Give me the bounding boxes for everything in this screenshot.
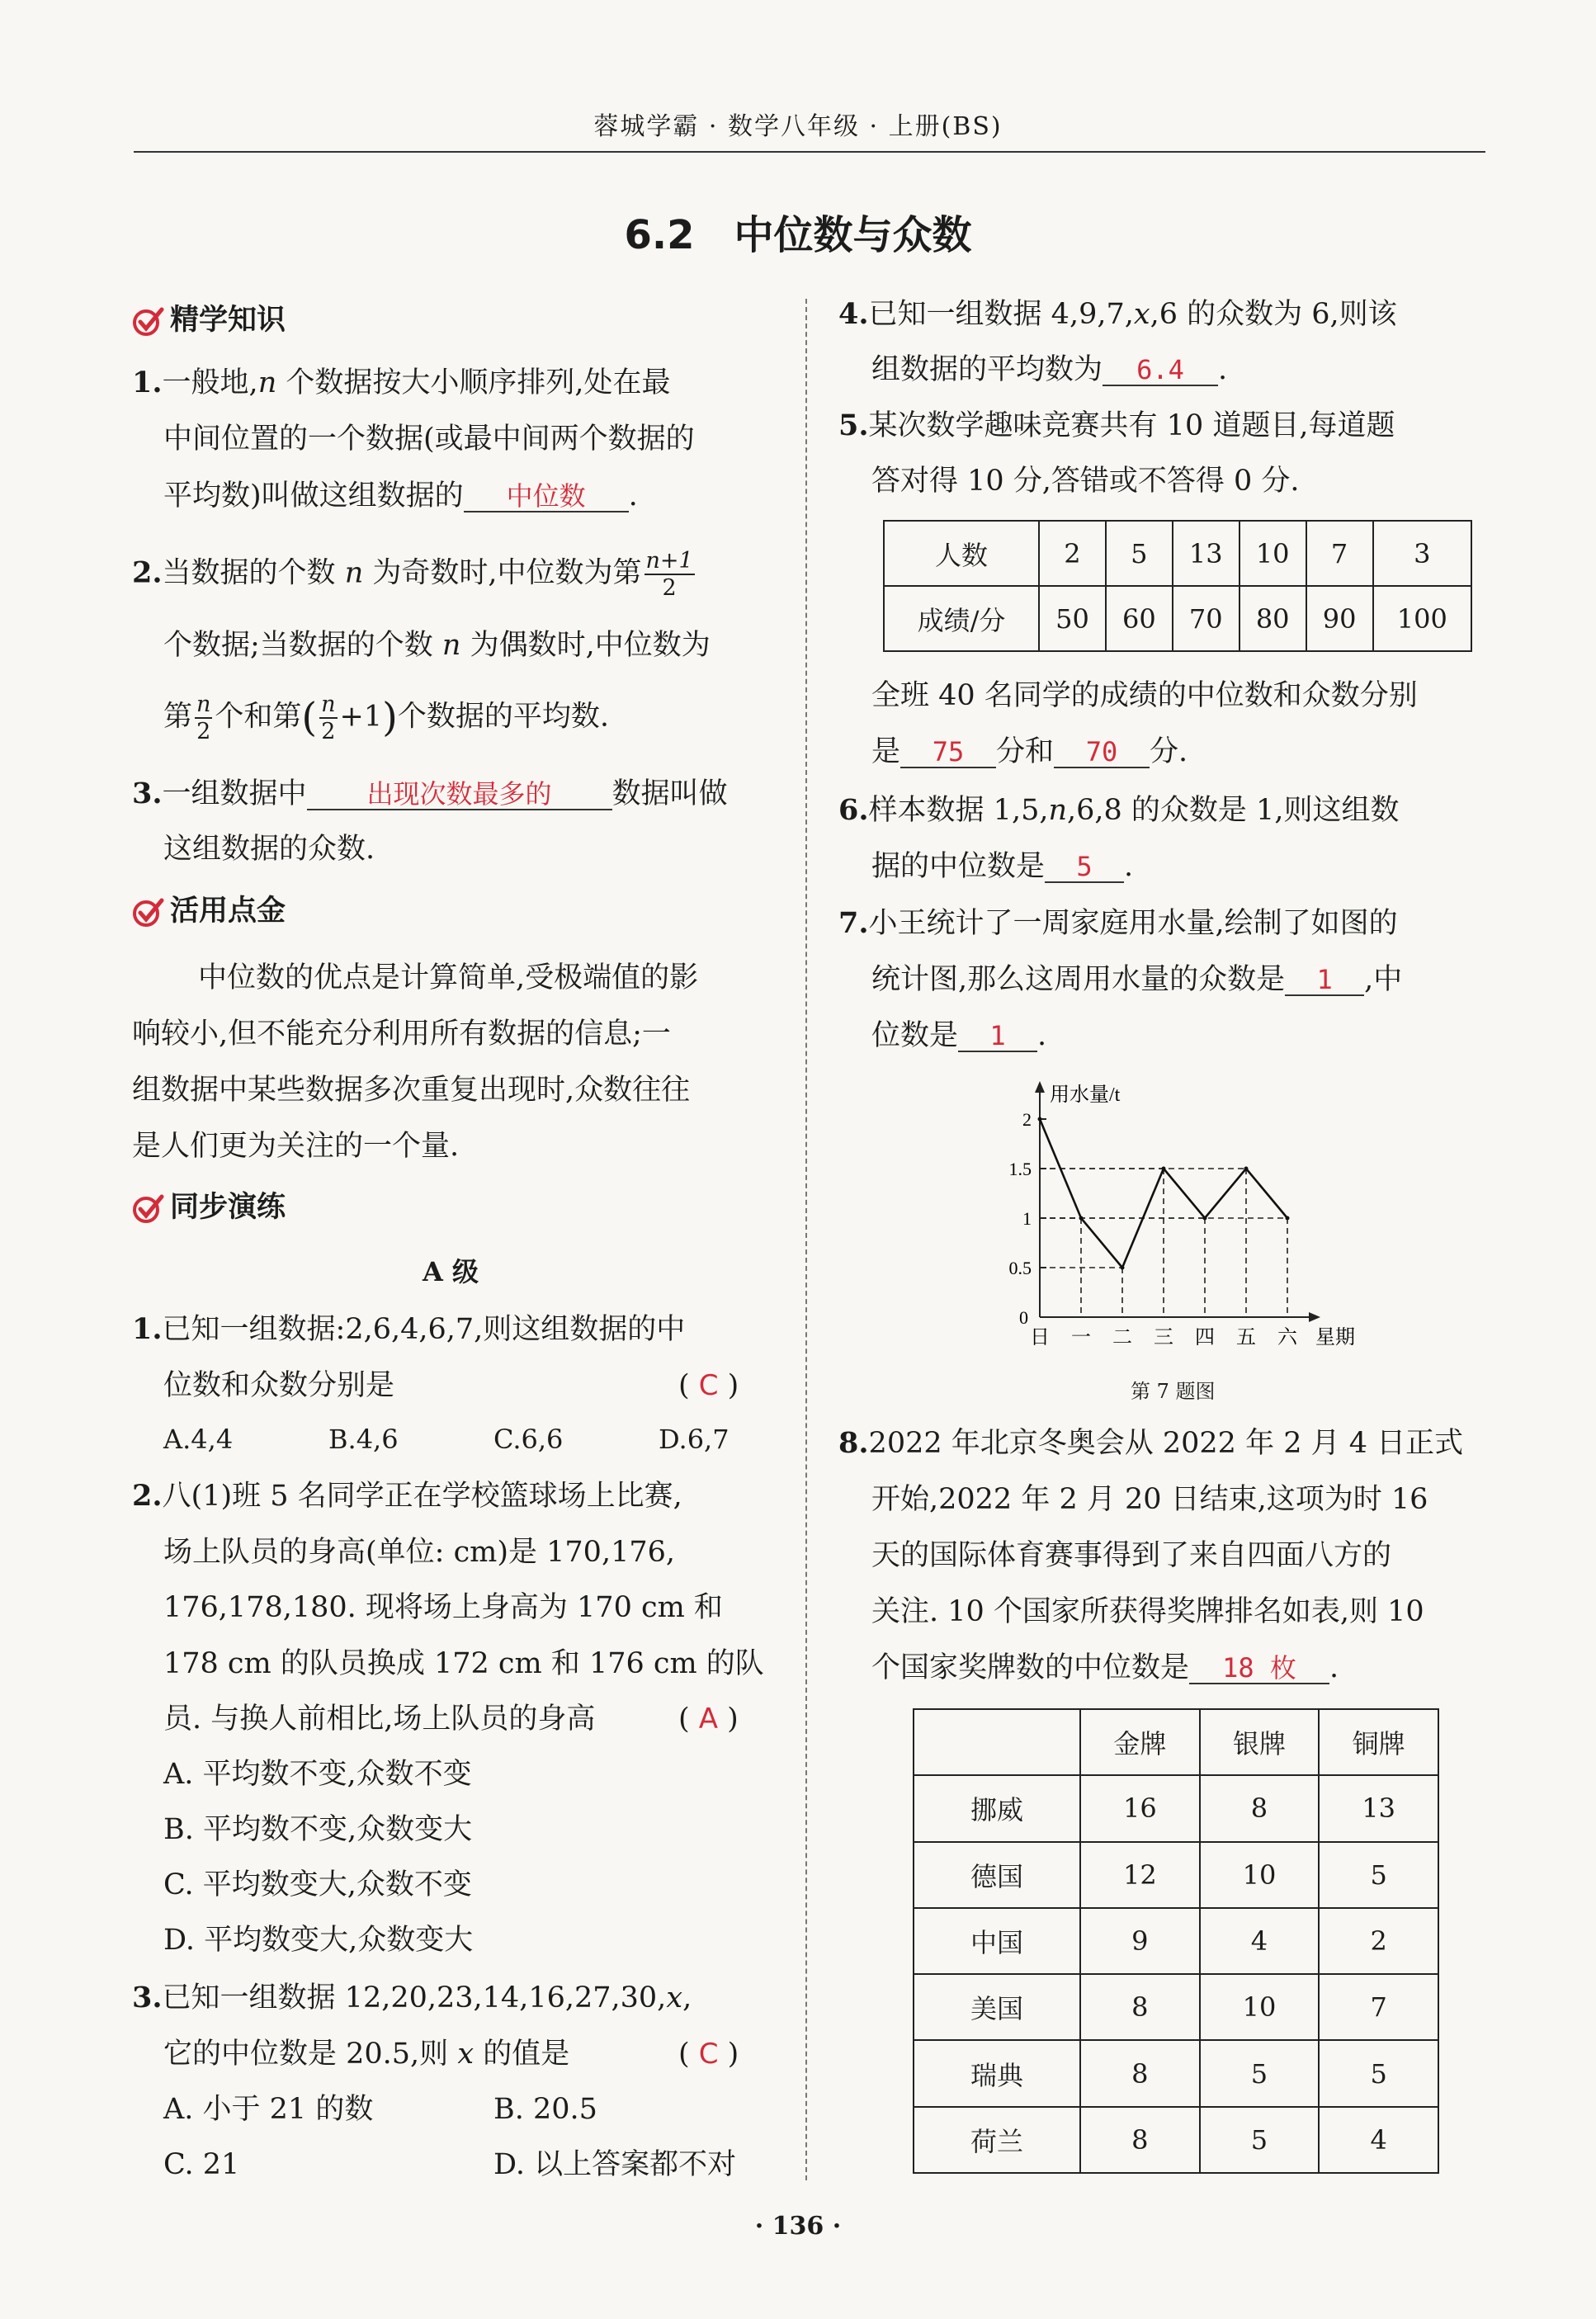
knowledge-2-line2: 个数据;当数据的个数 n 为偶数时,中位数为 [163,629,711,662]
table-cell: 100 [1373,586,1471,651]
table-header-bronze: 铜牌 [1319,1709,1438,1775]
question-6-line2: 据的中位数是 5 . [871,850,1134,883]
question-3-option-d: D. 以上答案都不对 [493,2148,737,2181]
table-row [914,1908,1438,1974]
table-cell: 10 [1200,1974,1320,2040]
table-row [884,521,1471,586]
medal-table [913,1708,1439,2174]
x-tick-label: 二 [1112,1327,1132,1348]
score-table [883,520,1472,652]
table-row [914,2040,1438,2106]
tip-paragraph-line2: 响较小,但不能充分利用所有数据的信息;一 [132,1018,671,1051]
x-axis-label: 星期 [1315,1327,1355,1348]
table-row [914,1775,1438,1841]
question-3-option-a: A. 小于 21 的数 [163,2093,374,2126]
table-cell: 7 [1306,521,1373,586]
question-2-line3: 176,178,180. 现将场上身高为 170 cm 和 [163,1591,723,1624]
table-cell: 60 [1106,586,1173,651]
table-cell: 5 [1200,2040,1320,2106]
section-heading-jingxue: 精学知识 [132,303,286,338]
y-tick-label: 0.5 [1008,1258,1032,1278]
data-point [1121,1266,1125,1270]
table-cell: 5 [1106,521,1173,586]
table-cell: 德国 [914,1842,1080,1908]
question-2-option-a: A. 平均数不变,众数不变 [163,1758,472,1791]
question-8-line4: 关注. 10 个国家所获得奖牌排名如表,则 10 [871,1595,1424,1628]
table-cell: 70 [1173,586,1239,651]
x-tick-label: 一 [1071,1327,1091,1348]
table-cell: 3 [1373,521,1471,586]
question-2-option-d: D. 平均数变大,众数变大 [163,1924,474,1957]
table-cell: 80 [1239,586,1306,651]
question-2-answer: ( A ) [678,1703,739,1736]
question-2-option-c: C. 平均数变大,众数不变 [163,1868,472,1901]
question-5-line4: 是 75 分和 70 分. [871,735,1188,768]
question-5-line1: 5.某次数学趣味竞赛共有 10 道题目,每道题 [838,409,1395,442]
section-heading-huoyong: 活用点金 [132,894,286,928]
origin-label: 0 [1019,1307,1028,1328]
tip-paragraph-line1: 中位数的优点是计算简单,受极端值的影 [198,961,699,994]
table-cell: 4 [1319,2107,1438,2173]
tip-paragraph-line3: 组数据中某些数据多次重复出现时,众数往往 [132,1074,691,1107]
question-3-line2: 它的中位数是 20.5,则 x 的值是 [163,2038,570,2071]
question-2-line5: 员. 与换人前相比,场上队员的身高 [163,1703,596,1736]
question-1-line2: 位数和众数分别是 [163,1369,395,1402]
table-cell: 2 [1319,1908,1438,1974]
answer-blank: 1 [958,1022,1037,1052]
table-row [914,1709,1438,1775]
question-1-option-b: B.4,6 [328,1424,399,1455]
knowledge-1-line3: 平均数)叫做这组数据的 中位数 . [163,479,638,512]
answer-blank: 18 枚 [1189,1654,1329,1684]
y-tick-label: 1 [1022,1208,1032,1229]
answer-blank: 中位数 [464,482,629,512]
table-cell: 人数 [884,521,1039,586]
chart-caption: 第 7 题图 [1131,1380,1216,1403]
x-tick-label: 三 [1154,1327,1173,1348]
question-4-line1: 4.已知一组数据 4,9,7,x,6 的众数为 6,则该 [838,297,1397,331]
table-cell: 瑞典 [914,2040,1080,2106]
table-cell: 8 [1080,1974,1200,2040]
check-badge-icon [132,1192,165,1225]
section-heading-tongbu: 同步演练 [132,1190,286,1225]
table-row [884,586,1471,651]
question-6-line1: 6.样本数据 1,5,n,6,8 的众数是 1,则这组数 [838,793,1400,827]
table-cell: 中国 [914,1908,1080,1974]
answer-blank: 出现次数最多的 [307,780,612,810]
table-cell: 8 [1200,1775,1320,1841]
table-cell: 12 [1080,1842,1200,1908]
table-cell [914,1709,1080,1775]
table-cell: 16 [1080,1775,1200,1841]
table-row [914,1974,1438,2040]
knowledge-1-line1: 1.一般地,n 个数据按大小顺序排列,处在最 [132,366,671,399]
answer-blank: 1 [1285,966,1364,996]
question-1-option-a: A.4,4 [163,1424,234,1455]
question-3-answer: ( C ) [678,2038,739,2071]
question-1-option-c: C.6,6 [493,1424,564,1455]
table-cell: 13 [1319,1775,1438,1841]
question-3-option-b: B. 20.5 [493,2093,597,2126]
table-cell: 8 [1080,2040,1200,2106]
data-point [1162,1167,1166,1171]
table-cell: 5 [1200,2107,1320,2173]
question-8-line3: 天的国际体育赛事得到了来自四面八方的 [871,1539,1392,1572]
table-cell: 荷兰 [914,2107,1080,2173]
table-cell: 13 [1173,521,1239,586]
table-cell: 7 [1319,1974,1438,2040]
table-cell: 8 [1080,2107,1200,2173]
table-row [914,2107,1438,2173]
table-cell: 9 [1080,1908,1200,1974]
table-cell: 10 [1239,521,1306,586]
data-point [1286,1216,1290,1221]
table-header-silver: 银牌 [1200,1709,1320,1775]
table-cell: 成绩/分 [884,586,1039,651]
x-tick-label: 日 [1030,1327,1050,1348]
question-1-option-d: D.6,7 [659,1424,730,1455]
table-cell: 2 [1039,521,1106,586]
knowledge-3-line2: 这组数据的众数. [163,833,375,866]
table-cell: 10 [1200,1842,1320,1908]
table-cell: 50 [1039,586,1106,651]
table-row [914,1842,1438,1908]
question-1-line1: 1.已知一组数据:2,6,4,6,7,则这组数据的中 [132,1312,686,1346]
question-2-option-b: B. 平均数不变,众数变大 [163,1813,473,1846]
knowledge-2-line1: 2.当数据的个数 n 为奇数时,中位数为第 $\frac{n+1}{2}$ [132,548,693,602]
check-badge-icon [132,305,165,338]
x-tick-label: 六 [1277,1327,1297,1348]
question-8-line5: 个国家奖牌数的中位数是 18 枚 . [871,1651,1339,1684]
tip-paragraph-line4: 是人们更为关注的一个量. [132,1130,460,1163]
question-8-line1: 8.2022 年北京冬奥会从 2022 年 2 月 4 日正式 [838,1426,1464,1460]
question-3-line1: 3.已知一组数据 12,20,23,14,16,27,30,x, [132,1981,692,2014]
table-header-gold: 金牌 [1080,1709,1200,1775]
table-cell: 美国 [914,1974,1080,2040]
header-rule [134,151,1485,153]
x-tick-label: 四 [1195,1327,1215,1348]
answer-blank: 70 [1054,738,1150,768]
x-tick-label: 五 [1236,1327,1256,1348]
question-1-answer: ( C ) [678,1369,739,1402]
table-cell: 5 [1319,1842,1438,1908]
check-badge-icon [132,895,165,928]
y-axis-label: 用水量/t [1050,1084,1121,1106]
data-point [1203,1216,1207,1221]
question-4-line2: 组数据的平均数为 6.4 . [871,353,1228,386]
question-2-line2: 场上队员的身高(单位: cm)是 170,176, [163,1536,676,1569]
data-point [1079,1216,1084,1221]
answer-blank: 5 [1045,853,1124,883]
table-cell: 90 [1306,586,1373,651]
question-2-line4: 178 cm 的队员换成 172 cm 和 176 cm 的队 [163,1647,764,1680]
column-divider [805,299,807,2180]
question-5-line3: 全班 40 名同学的成绩的中位数和众数分别 [871,679,1418,712]
water-usage-chart [982,1073,1362,1353]
knowledge-3-line1: 3.一组数据中 出现次数最多的 数据叫做 [132,777,728,810]
question-2-line1: 2.八(1)班 5 名同学正在学校篮球场上比赛, [132,1479,682,1513]
y-tick-label: 1.5 [1008,1159,1032,1179]
answer-blank: 75 [900,738,996,768]
knowledge-2-line3: 第 $\frac{n}{2}$ 个和第( $\frac{n}{2}$ +1)个数据的平均数. [163,692,610,745]
fraction: $\frac{n+1}{2}$ [645,548,693,602]
chart-axes [1035,1081,1320,1322]
running-header: 蓉城学霸 · 数学八年级 · 上册(BS) [593,112,1003,141]
question-7-line3: 位数是 1 . [871,1019,1047,1052]
level-label: A 级 [423,1256,479,1287]
question-7-line1: 7.小王统计了一周家庭用水量,绘制了如图的 [838,906,1398,940]
question-8-line2: 开始,2022 年 2 月 20 日结束,这项为时 16 [871,1483,1428,1516]
question-7-line2: 统计图,那么这周用水量的众数是 1 ,中 [871,963,1403,996]
page-number: · 136 · [754,2212,842,2241]
answer-blank: 6.4 [1103,356,1218,386]
y-tick-label: 2 [1022,1109,1032,1130]
table-cell: 挪威 [914,1775,1080,1841]
table-cell: 5 [1319,2040,1438,2106]
knowledge-1-line2: 中间位置的一个数据(或最中间两个数据的 [163,423,695,456]
data-point [1038,1117,1042,1122]
question-3-option-c: C. 21 [163,2148,240,2181]
page-title: 6.2 中位数与众数 [624,212,972,258]
table-cell: 4 [1200,1908,1320,1974]
data-point [1244,1167,1249,1171]
question-5-line2: 答对得 10 分,答错或不答得 0 分. [871,465,1300,498]
